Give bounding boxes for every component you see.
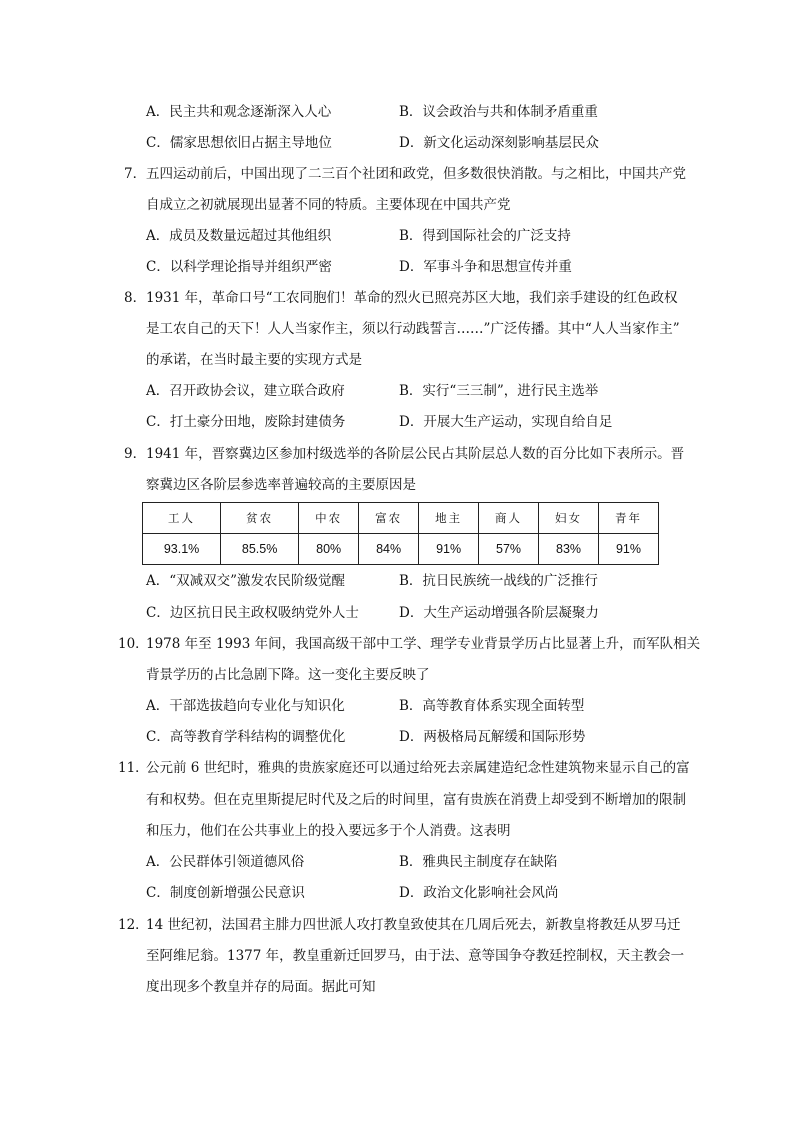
table-cell: 83% (539, 534, 599, 565)
q8-stem-line-2: 是工农自己的天下！人人当家作主，须以行动践誓言……”广泛传播。其中“人人当家作主” (146, 321, 680, 337)
q8-stem-line-3: 的承诺，在当时最主要的实现方式是 (146, 352, 362, 368)
q9-option-c: C．边区抗日民主政权吸纳党外人士 (146, 605, 359, 621)
table-cell: 84% (359, 534, 419, 565)
q7-number: 7． (124, 166, 147, 182)
q9-participation-table (142, 502, 659, 565)
q10-option-c: C．高等教育学科结构的调整优化 (146, 729, 346, 745)
q11-option-c: C．制度创新增强公民意识 (146, 885, 305, 901)
q7-option-d: D．军事斗争和思想宣传并重 (399, 259, 572, 275)
q11-option-b: B．雅典民主制度存在缺陷 (399, 854, 558, 870)
table-cell: 57% (479, 534, 539, 565)
q7-option-c: C．以科学理论指导并组织严密 (146, 259, 332, 275)
table-cell: 91% (599, 534, 659, 565)
q11-stem-line-1: 公元前 6 世纪时，雅典的贵族家庭还可以通过给死去亲属建造纪念性建筑物来显示自己的富 (146, 760, 690, 776)
q10-option-a: A．干部选拔趋向专业化与知识化 (146, 698, 345, 714)
q12-stem-line-1: 14 世纪初，法国君主腓力四世派人攻打教皇致使其在几周后死去，新教皇将教廷从罗马迁 (146, 917, 681, 933)
q10-option-b: B．高等教育体系实现全面转型 (399, 698, 585, 714)
q10-option-d: D．两极格局瓦解缓和国际形势 (399, 729, 586, 745)
q9-stem-line-1: 1941 年，晋察冀边区参加村级选举的各阶层公民占其阶层总人数的百分比如下表所示。晋 (146, 446, 685, 462)
q8-option-a: A．召开政协会议，建立联合政府 (146, 383, 345, 399)
table-cell: 91% (419, 534, 479, 565)
table-header-cell: 妇女 (539, 503, 599, 534)
q10-number: 10． (118, 636, 149, 652)
table-cell: 80% (299, 534, 359, 565)
q12-stem-line-2: 至阿维尼翁。1377 年，教皇重新迁回罗马，由于法、意等国争夺教廷控制权，天主教会一 (146, 948, 685, 964)
q10-stem-line-2: 背景学历的占比急剧下降。这一变化主要反映了 (146, 667, 430, 683)
q9-option-a: A．“双减双交”激发农民阶级觉醒 (146, 573, 346, 589)
q6-option-d: D．新文化运动深刻影响基层民众 (399, 135, 599, 151)
q12-stem-line-3: 度出现多个教皇并存的局面。据此可知 (146, 979, 376, 995)
q12-number: 12． (118, 917, 149, 933)
table-header-cell: 工人 (143, 503, 221, 534)
q11-option-d: D．政治文化影响社会风尚 (399, 885, 559, 901)
q10-stem-line-1: 1978 年至 1993 年间，我国高级干部中工学、理学专业背景学历占比显著上升，而军队相关 (146, 636, 701, 652)
q6-option-c: C．儒家思想依旧占据主导地位 (146, 135, 332, 151)
q7-option-b: B．得到国际社会的广泛支持 (399, 228, 571, 244)
q8-option-b: B．实行“三三制”，进行民主选举 (399, 383, 599, 399)
q7-option-a: A．成员及数量远超过其他组织 (146, 228, 332, 244)
q11-stem-line-2: 有和权势。但在克里斯提尼时代及之后的时间里，富有贵族在消费上却受到不断增加的限制 (146, 792, 686, 808)
q7-stem-line-1: 五四运动前后，中国出现了二三百个社团和政党，但多数很快消散。与之相比，中国共产党 (146, 166, 686, 182)
table-cell: 85.5% (221, 534, 299, 565)
q8-option-d: D．开展大生产运动，实现自给自足 (399, 414, 613, 430)
q7-stem-line-2: 自成立之初就展现出显著不同的特质。主要体现在中国共产党 (146, 197, 511, 213)
table-header-cell: 青年 (599, 503, 659, 534)
table-header-cell: 贫农 (221, 503, 299, 534)
q8-option-c: C．打土豪分田地，废除封建债务 (146, 414, 346, 430)
table-header-row (143, 503, 659, 534)
table-header-cell: 富农 (359, 503, 419, 534)
table-header-cell: 商人 (479, 503, 539, 534)
q8-number: 8． (124, 290, 147, 306)
q6-option-b: B．议会政治与共和体制矛盾重重 (399, 104, 598, 120)
table-header-cell: 中农 (299, 503, 359, 534)
q11-stem-line-3: 和压力，他们在公共事业上的投入要远多于个人消费。这表明 (146, 823, 511, 839)
q9-stem-line-2: 察冀边区各阶层参选率普遍较高的主要原因是 (146, 477, 416, 493)
table-header-cell: 地主 (419, 503, 479, 534)
table-cell: 93.1% (143, 534, 221, 565)
q9-number: 9． (124, 446, 147, 462)
q11-option-a: A．公民群体引领道德风俗 (146, 854, 305, 870)
q9-option-b: B．抗日民族统一战线的广泛推行 (399, 573, 598, 589)
q6-option-a: A．民主共和观念逐渐深入人心 (146, 104, 332, 120)
q9-option-d: D．大生产运动增强各阶层凝聚力 (399, 605, 599, 621)
q8-stem-line-1: 1931 年，革命口号“工农同胞们！革命的烈火已照亮苏区大地，我们亲手建设的红色政权 (146, 290, 678, 306)
table-row (143, 534, 659, 565)
q11-number: 11． (118, 760, 149, 776)
